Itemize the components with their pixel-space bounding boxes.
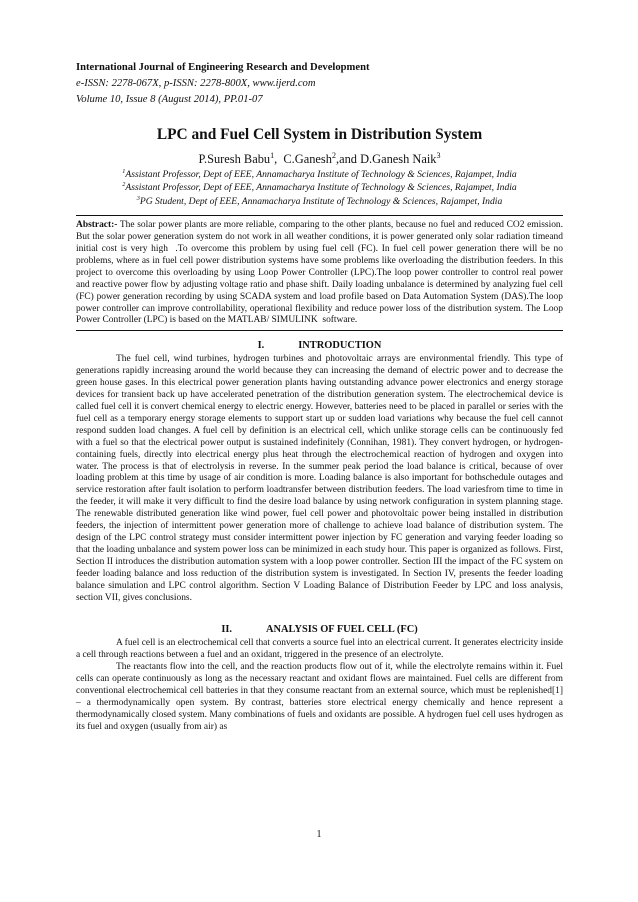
body-paragraph: The reactants flow into the cell, and the reaction products flow out of it, while the electrolyte remains within it. Fuel cells can operate continuously as long as the necessary reactant and oxidant flows are maintained. Fuel cells are different from conventional electrochemical cell batteries in that they consume reactant from an external source, which must be replenished[1] – a thermodynamically open system. By contrast, batteries store electrical energy chemically and hence represent a thermodynamically closed system. Many combinations of fuels and oxidants are possible. A hydrogen fuel cell uses hydrogen as its fuel and oxygen (usually from air) as — [76, 662, 563, 732]
affiliation-sup: 2 — [122, 181, 126, 189]
author-sup: 2 — [331, 150, 336, 160]
affiliations — [76, 168, 563, 208]
abstract-divider — [76, 330, 563, 331]
section-heading — [76, 339, 563, 352]
affiliation — [76, 181, 563, 194]
journal-volume: Volume 10, Issue 8 (August 2014), PP.01-07 — [76, 94, 263, 105]
affiliation-text: PG Student, Dept of EEE, Annamacharya Institute of Technology & Sciences, Rajampet, India — [139, 195, 503, 207]
header-divider — [76, 215, 563, 216]
author-sup: 3 — [436, 150, 441, 160]
body-paragraph: A fuel cell is an electrochemical cell that converts a source fuel into an electrical current. It generates electricity inside a cell through reactions between a fuel and an oxidant, triggered in the presence of an electrolyte. — [76, 638, 563, 661]
affiliation — [76, 195, 563, 208]
section-number: I. — [257, 340, 265, 352]
section-heading — [76, 623, 563, 636]
affiliation-text: Assistant Professor, Dept of EEE, Annamacharya Institute of Technology & Sciences, Rajampet, India — [125, 182, 517, 194]
section-number: II. — [221, 624, 232, 636]
affiliation — [76, 168, 563, 181]
abstract-text: The solar power plants are more reliable, comparing to the other plants, because no fuel and reduced CO2 emission. But the solar power generation system do not work in all weather conditions, it is power generated only solar radiation timeand initial cost is very high .To overcome this problem by using fuel cell (FC). In fuel cell power generation there will be no problems, where as in fuel cell power distribution systems have some problems like overloading the distribution feeders. In this project to overcome this overloading by using Loop Power Controller (LPC).The loop power controller to control real power and reactive power flow by adjusting voltage ratio and phase shift. Daily loading unbalance is determined by analyzing fuel cell (FC) power generation recording by using SCADA system and load profile based on Data Automation System (DAS).The loop power controller can improve controllability, operational flexibility and reduce power loss of the distribution system. The Loop Power Controller (LPC) is based on the MATLAB/ SIMULINK software. — [76, 220, 568, 326]
author-separator: , — [274, 152, 284, 166]
journal-header — [76, 60, 563, 108]
section-title: ANALYSIS OF FUEL CELL (FC) — [266, 624, 418, 636]
journal-issn: e-ISSN: 2278-067X, p-ISSN: 2278-800X, www.ijerd.com — [76, 78, 316, 89]
affiliation-text: Assistant Professor, Dept of EEE, Annamacharya Institute of Technology & Sciences, Rajampet, India — [125, 169, 517, 180]
affiliation-sup: 1 — [122, 167, 126, 175]
author-sup: 1 — [270, 150, 275, 160]
journal-name: International Journal of Engineering Research and Development — [76, 62, 370, 73]
author-list — [76, 151, 563, 168]
author-name: P.Suresh Babu — [198, 152, 271, 166]
affiliation-sup: 3 — [136, 194, 140, 202]
section-title: INTRODUCTION — [298, 340, 382, 352]
author-separator: ,and — [335, 152, 361, 166]
paper-title: LPC and Fuel Cell System in Distribution System — [156, 126, 483, 143]
author-name: D.Ganesh Naik — [360, 152, 437, 166]
body-paragraph: The fuel cell, wind turbines, hydrogen turbines and photovoltaic arrays are environmental friendly. This type of generations rapidly increasing around the world because they can increasing the demand of electric power and to decrease the green house gases. In this electrical power generation plants having outstanding advance power electronics and energy storage devices for transient back up have accelerated penetration of the distribution generation system. The electrochemical device is called fuel cell it is convert chemical energy to electric energy. However, batteries need to be placed in parallel or series with the fuel cell as a temporary energy storage elements to support start up or sudden load variations why because the fuel cell cannot respond sudden load changes. A fuel cell by definition is an electrical cell, which unlike storage cells can be continuously fed with a fuel so that the electrical power output is sustained indefinitely (Connihan, 1981). They convert hydrogen, or hydrogen-containing fuels, directly into electrical energy plus heat through the electrochemical reaction of hydrogen and oxygen into water. The process is that of electrolysis in reverse. In the summer peak period the load balance is critical, because of over loading problem at this time by usage of air condition is more. Loading balance is also important for bothschedule outages and service restoration after fault isolation to perform loadtransfer between distribution feeders. The load variesfrom time to time in the feeder, it will make it very difficult to find the desire load balance by using network configuration in system planning stage. The renewable distributed generation like wind power, fuel cell power and photovoltaic power being installed in distribution feeders, the injection of intermittent power generation more of challenge to achieve load balance of distribution system. The design of the LPC control strategy must consider intermittent power injection by FC generation and varying feeder loading so that the loading unbalance and system power loss can be minimized in each study hour. This paper is organized as follows. First, Section II introduces the distribution automation system with a loop power controller. Section III the impact of the FC system on feeder loading balance and loss reduction of the distribution system is investigated. In Section IV, presents the feeder loading balance simulation and LPC control algorithm. Section V Loading Balance of Distribution Feeder by LPC and loss analysis, section VII, gives conclusions. — [76, 354, 563, 603]
author-name: C.Ganesh — [283, 152, 332, 166]
abstract-label: Abstract:- — [76, 220, 118, 231]
abstract — [76, 220, 568, 327]
page-number: 1 — [316, 829, 322, 840]
